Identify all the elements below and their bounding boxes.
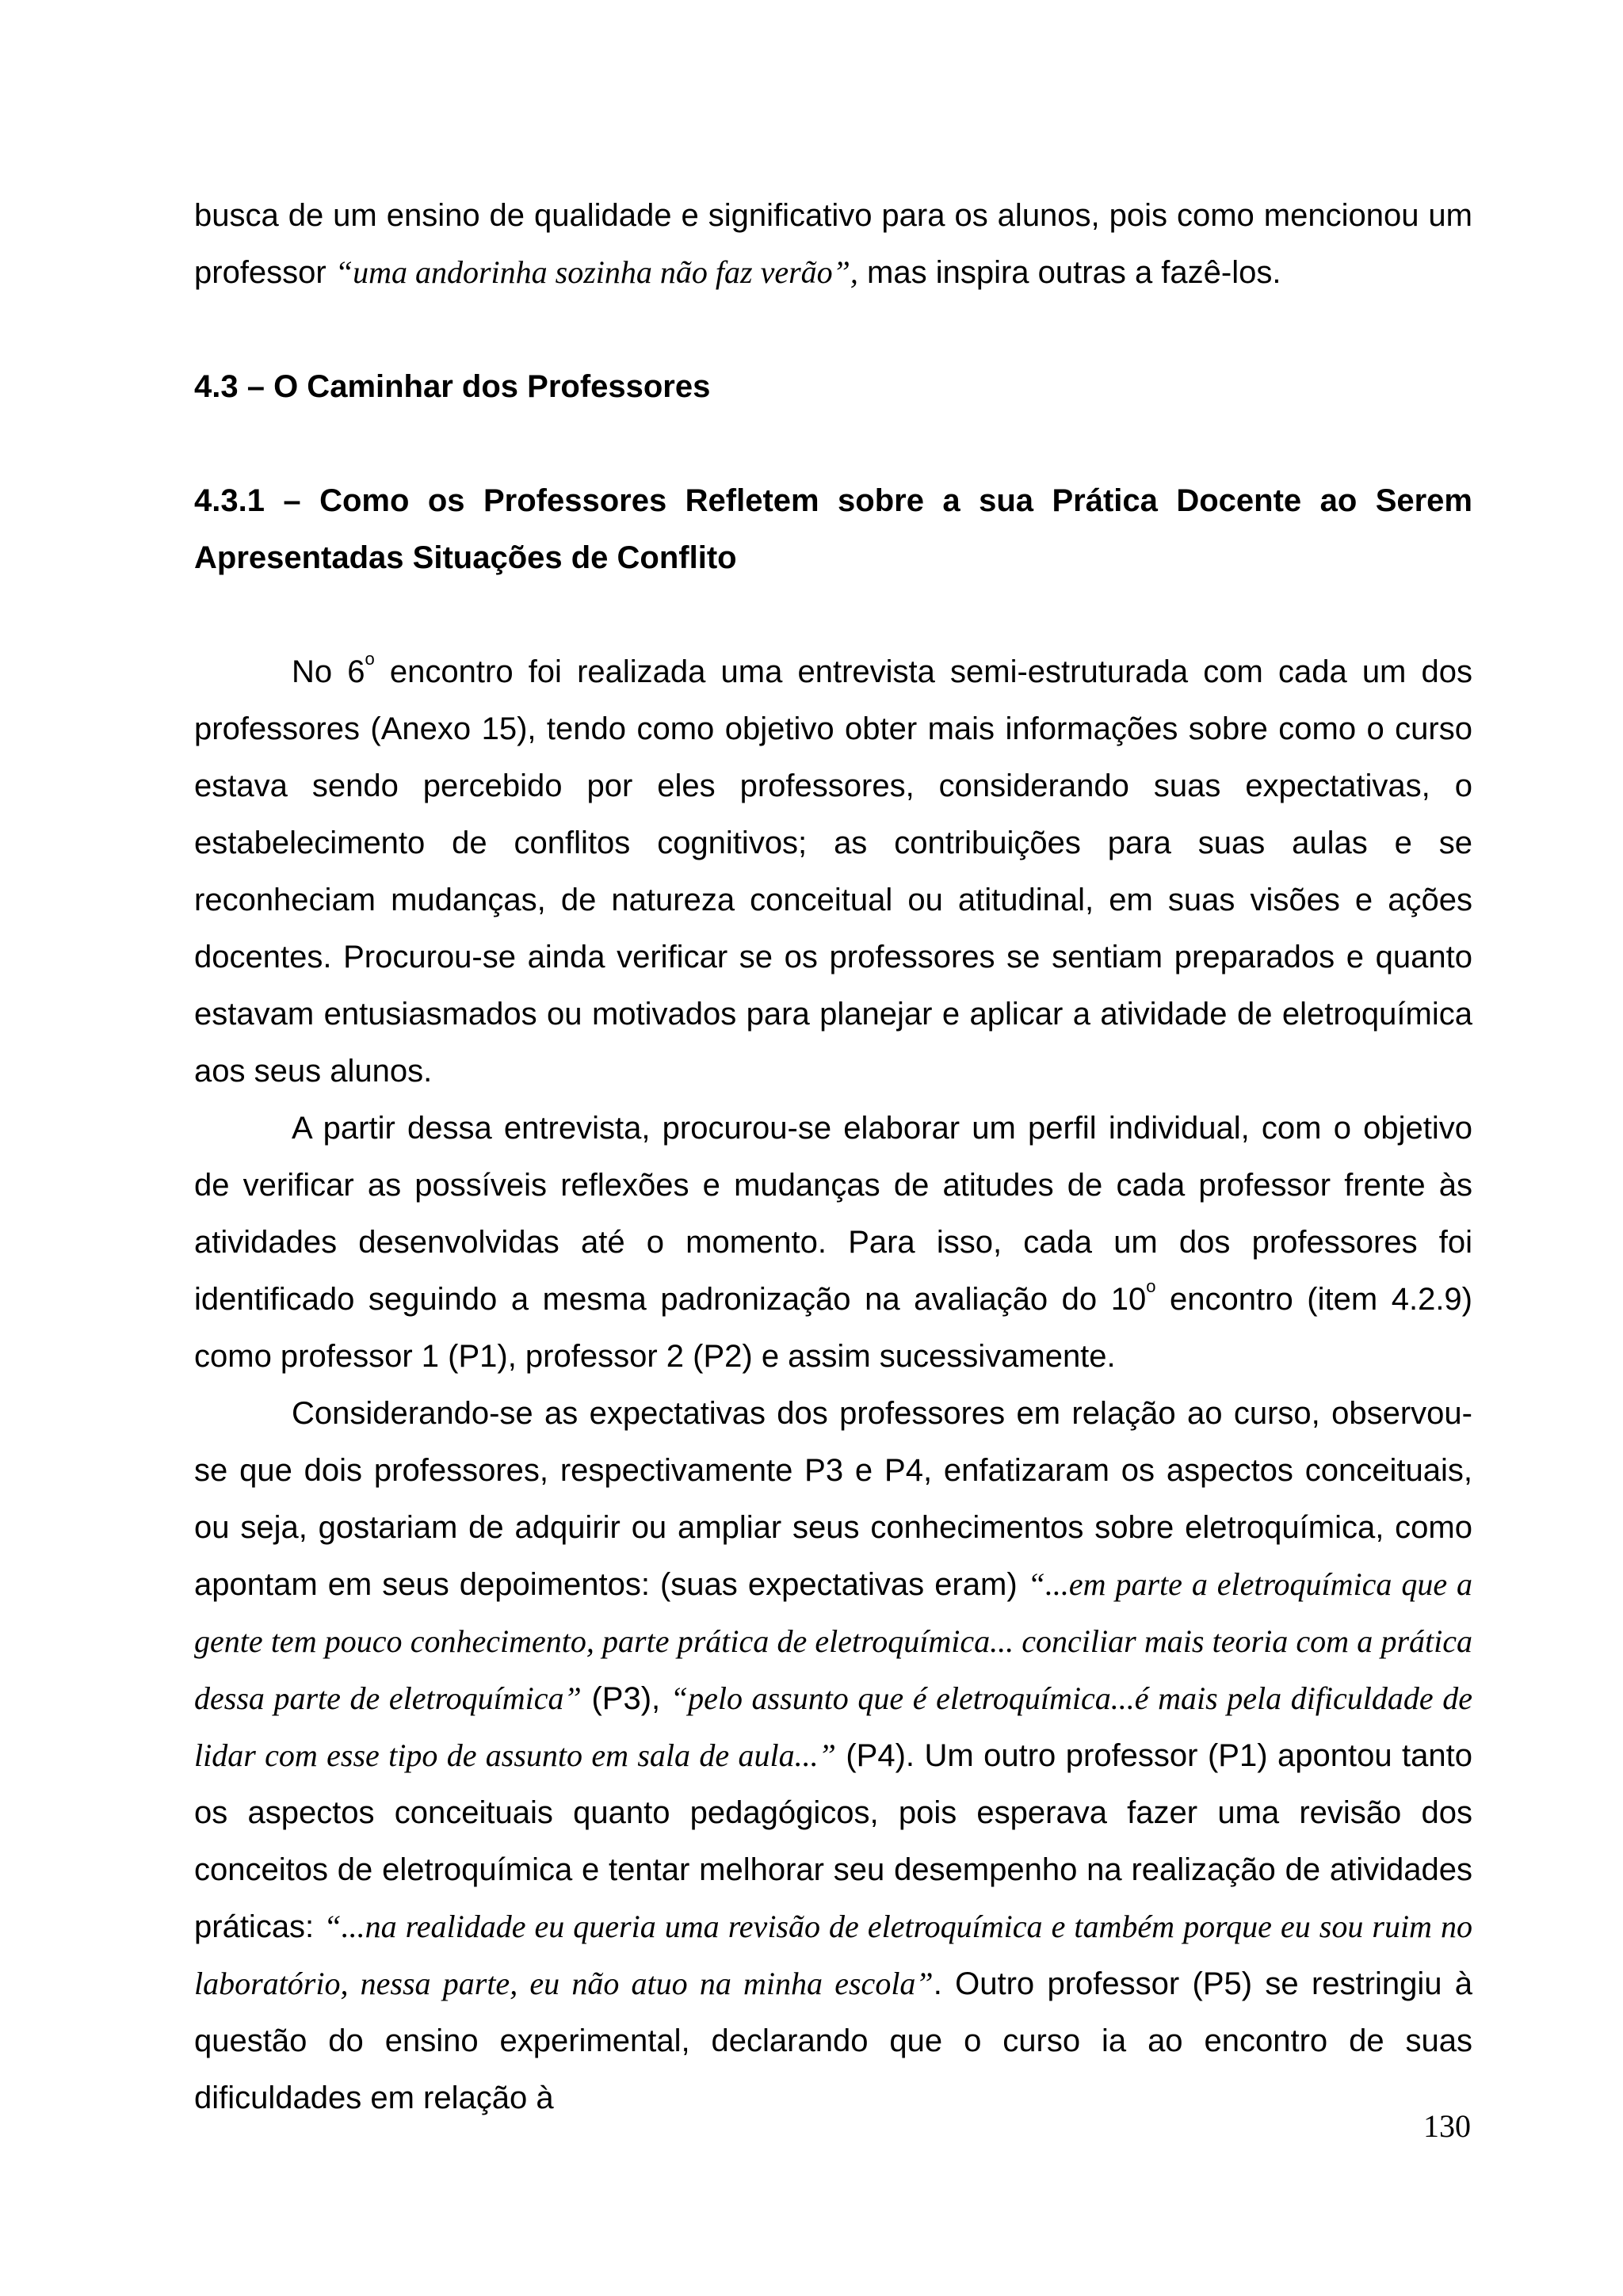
quote: “uma andorinha sozinha não faz verão”,	[334, 254, 858, 290]
paragraph-0	[194, 187, 1472, 301]
text-run: Considerando-se as expectativas dos professores em relação ao curso, observou-se que dois professores, respectivamente P3 e P4, enfatizaram os aspectos conceituais, ou seja, gostariam de adquirir ou ampliar seus conhecimentos sobre eletroquímica, como apontam em seus depoimentos: (suas expectativas eram)	[194, 1396, 1472, 1602]
paragraph-1	[194, 643, 1472, 1100]
quote: “...na realidade eu queria uma revisão de eletroquímica e também porque eu sou ruim no laboratório, nessa parte, eu não atuo na minha escola”	[194, 1909, 1472, 2001]
paragraph-3	[194, 1385, 1472, 2126]
quote: “pelo assunto que é eletroquímica...é mais pela dificuldade de lidar com esse tipo de assunto em sala de aula...”	[194, 1680, 1473, 1773]
page-body	[194, 187, 1472, 2126]
ordinal-mark: o	[365, 649, 375, 669]
text-run: encontro (item 4.2.9) como professor 1 (P1), professor 2 (P2) e assim sucessivamente.	[194, 1282, 1472, 1374]
text-run: No 6	[292, 654, 365, 689]
text-run: A partir dessa entrevista, procurou-se elaborar um perfil individual, com o objetivo de verificar as possíveis reflexões e mudanças de atitudes de cada professor frente às atividades desenvolvidas até o momento. Para isso, cada um dos professores foi identificado seguindo a mesma padronização na avaliação do 10	[194, 1111, 1472, 1317]
paragraph-2	[194, 1100, 1472, 1385]
text-run: (P4). Um outro professor (P1) apontou tanto os aspectos conceituais quanto pedagógicos, pois esperava fazer uma revisão dos conceitos de eletroquímica e tentar melhorar seu desempenho na realização de atividades práticas:	[194, 1738, 1472, 1944]
section-heading: 4.3 – O Caminhar dos Professores	[194, 369, 711, 404]
text-run: (P3),	[581, 1681, 670, 1716]
page-number: 130	[1423, 2108, 1471, 2144]
text-run: busca de um ensino de qualidade e significativo para os alunos, pois como mencionou um professor	[194, 198, 1472, 290]
text-run: encontro foi realizada uma entrevista semi-estruturada com cada um dos professores (Anexo 15), tendo como objetivo obter mais informações sobre como o curso estava sendo percebido por eles professores, considerando suas expectativas, o estabelecimento de conflitos cognitivos; as contribuições para suas aulas e se reconheciam mudanças, de natureza conceitual ou atitudinal, em suas visões e ações docentes. Procurou-se ainda verificar se os professores se sentiam preparados e quanto estavam entusiasmados ou motivados para planejar e aplicar a atividade de eletroquímica aos seus alunos.	[194, 654, 1472, 1089]
quote: “...em parte a eletroquímica que a gente tem pouco conhecimento, parte prática de eletroquímica... conciliar mais teoria com a prática dessa parte de eletroquímica”	[194, 1566, 1472, 1716]
text-run: mas inspira outras a fazê-los.	[857, 255, 1281, 290]
text-run: . Outro professor (P5) se restringiu à questão do ensino experimental, declarando que o curso ia ao encontro de suas dificuldades em relação à	[194, 1966, 1473, 2115]
subsection-heading: 4.3.1 – Como os Professores Refletem sobre a sua Prática Docente ao Serem Apresentadas Situações de Conflito	[194, 483, 1472, 575]
ordinal-mark: o	[1146, 1276, 1156, 1296]
